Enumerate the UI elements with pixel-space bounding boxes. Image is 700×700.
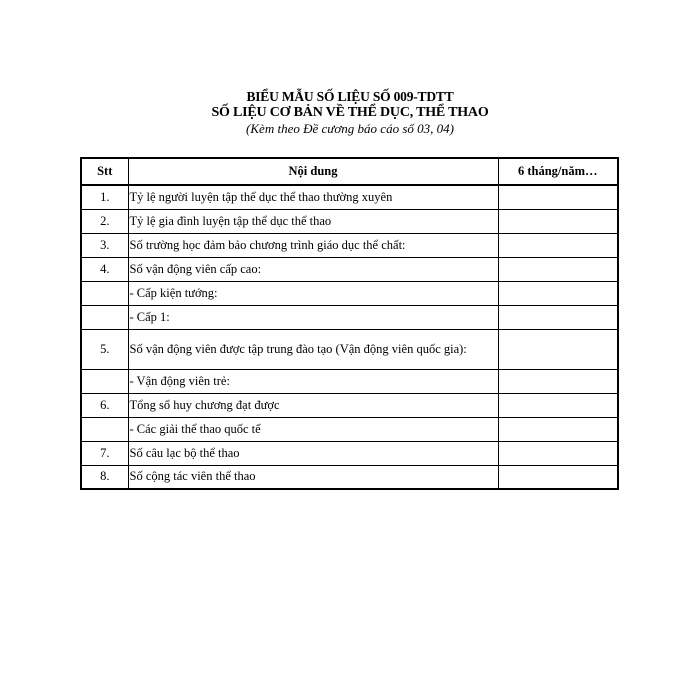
row-stt bbox=[81, 369, 128, 393]
row-stt: 4. bbox=[81, 257, 128, 281]
table-row bbox=[81, 369, 618, 393]
row-stt: 7. bbox=[81, 441, 128, 465]
row-value bbox=[498, 209, 618, 233]
row-stt: 6. bbox=[81, 393, 128, 417]
table-row bbox=[81, 329, 618, 369]
row-content: Tổng số huy chương đạt được bbox=[128, 393, 498, 417]
row-content: - Cấp kiện tướng: bbox=[128, 281, 498, 305]
table-row bbox=[81, 233, 618, 257]
row-content: Số trường học đảm bảo chương trình giáo dục thể chất: bbox=[128, 233, 498, 257]
row-stt bbox=[81, 417, 128, 441]
table-row bbox=[81, 465, 618, 489]
row-value bbox=[498, 305, 618, 329]
main-title: SỐ LIỆU CƠ BẢN VỀ THỂ DỤC, THỂ THAO bbox=[211, 105, 489, 120]
row-content: - Các giải thể thao quốc tế bbox=[128, 417, 498, 441]
table-row bbox=[81, 209, 618, 233]
table-row bbox=[81, 305, 618, 329]
row-content: - Vận động viên trẻ: bbox=[128, 369, 498, 393]
column-header-stt: Stt bbox=[81, 158, 128, 185]
row-content: Số cộng tác viên thể thao bbox=[128, 465, 498, 489]
row-content: Số vận động viên được tập trung đào tạo (Vận động viên quốc gia): bbox=[128, 329, 498, 369]
table-header-row bbox=[81, 158, 618, 185]
title-block bbox=[0, 89, 700, 137]
row-value bbox=[498, 233, 618, 257]
row-value bbox=[498, 369, 618, 393]
row-value bbox=[498, 465, 618, 489]
row-value bbox=[498, 393, 618, 417]
row-stt: 8. bbox=[81, 465, 128, 489]
row-stt bbox=[81, 281, 128, 305]
statistics-table bbox=[80, 157, 619, 490]
row-stt: 2. bbox=[81, 209, 128, 233]
row-stt: 3. bbox=[81, 233, 128, 257]
row-value bbox=[498, 329, 618, 369]
row-content: Số vận động viên cấp cao: bbox=[128, 257, 498, 281]
row-value bbox=[498, 281, 618, 305]
form-title: BIỂU MẪU SỐ LIỆU SỐ 009-TDTT bbox=[246, 89, 454, 104]
row-content: - Cấp 1: bbox=[128, 305, 498, 329]
row-value bbox=[498, 417, 618, 441]
table-row bbox=[81, 393, 618, 417]
row-content: Tỷ lệ gia đình luyện tập thể dục thể thao bbox=[128, 209, 498, 233]
row-content: Số câu lạc bộ thể thao bbox=[128, 441, 498, 465]
subtitle: (Kèm theo Đề cương báo cáo số 03, 04) bbox=[246, 121, 454, 136]
table-row bbox=[81, 441, 618, 465]
table-row bbox=[81, 417, 618, 441]
row-value bbox=[498, 185, 618, 209]
table-row bbox=[81, 257, 618, 281]
row-value bbox=[498, 441, 618, 465]
row-stt: 1. bbox=[81, 185, 128, 209]
column-header-content: Nội dung bbox=[128, 158, 498, 185]
row-stt: 5. bbox=[81, 329, 128, 369]
table-row bbox=[81, 281, 618, 305]
table-row bbox=[81, 185, 618, 209]
column-header-period: 6 tháng/năm… bbox=[498, 158, 618, 185]
row-content: Tỷ lệ người luyện tập thể dục thể thao thường xuyên bbox=[128, 185, 498, 209]
row-stt bbox=[81, 305, 128, 329]
row-value bbox=[498, 257, 618, 281]
